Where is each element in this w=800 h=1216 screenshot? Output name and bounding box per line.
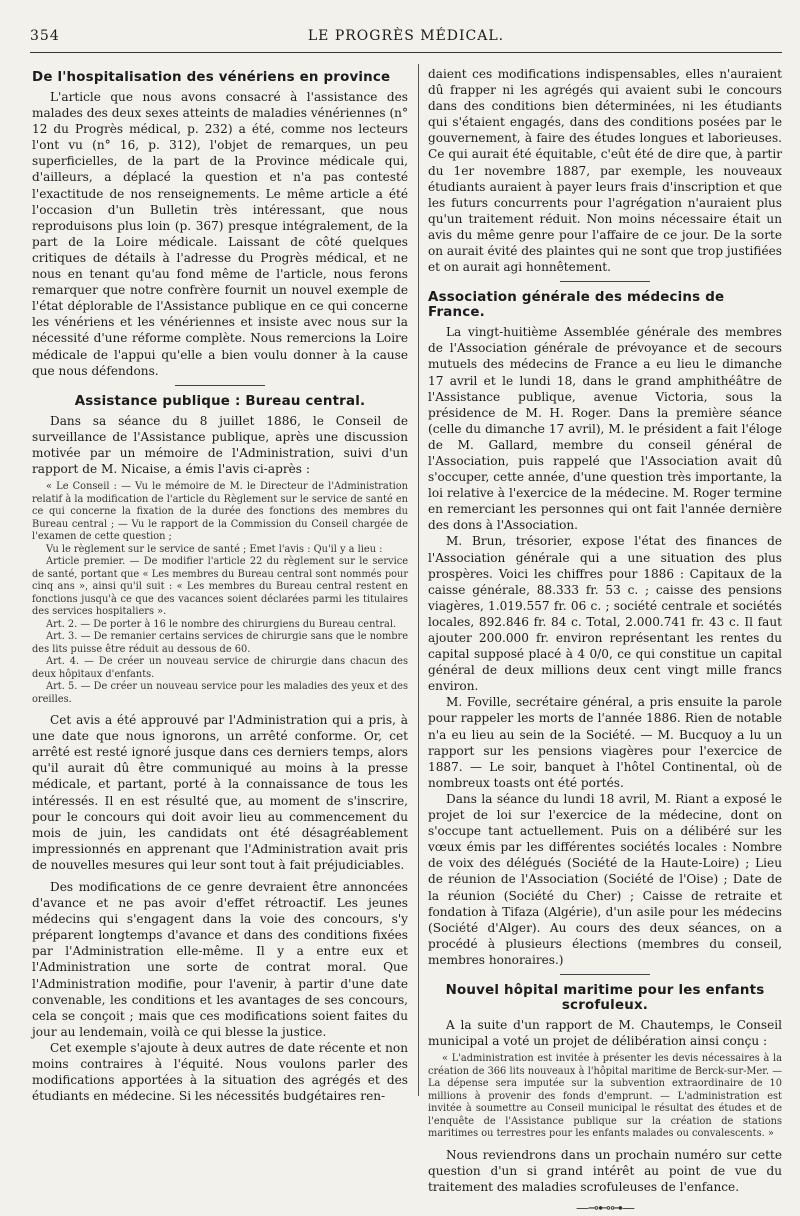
paragraph: L'article que nous avons consacré à l'assistance des malades des deux sexes atteints de maladies vénériennes (n° 12 du Progrès médical, p. 232) a été, comme nos lecteurs l'ont vu (n° 16, p. 312), l'objet de remarques, un peu superficielles, de la part de la Province médicale qui, d'ailleurs, a déplacé la question et n'a pas contesté l'exactitude de nos renseignements. Le même article a été l'occasion d'un Bulletin très intéressant, que nous reproduisons plus loin (p. 367) presque intégralement, de la part de la Loire médicale. Laissant de côté quelques critiques de détails à l'adresse du Progrès médical, et ne nous en tenant qu'au fond même de l'article, nous ferons remarquer que notre confrère fournit un nouvel exemple de l'état déplorable de l'Assistance publique en ce qui concerne les vénériens et les vénériennes et insiste avec nous sur la nécessité d'une réforme complète. Nous remercions la Loire médicale de l'appui qu'elle a bien voulu donner à la cause que nous défendons. — [32, 90, 408, 378]
quote-paragraph: Art. 2. — De porter à 16 le nombre des chirurgiens du Bureau central. — [46, 618, 397, 630]
article-title-association: Association générale des médecins de France. — [428, 290, 725, 321]
quote-paragraph: « L'administration est invitée à présenter les devis nécessaires à la création de 366 lits nouveaux à l'hôpital maritime de Berck-sur-Mer. — La dépense sera imputée sur la subvention extraordinaire de 10 millions à provenir des fonds d'emprunt. — L'administration est invitée à soumettre au Conseil municipal le résultat des études et de l'enquête de l'Assistance publique sur la création de stations maritimes ou terrestres pour les enfants malades ou convalescents. » — [428, 1053, 782, 1140]
paragraph: Nous reviendrons dans un prochain numéro sur cette question d'un si grand intérêt au point de vue du traitement des maladies scrofuleuses de l'enfance. — [428, 1147, 782, 1194]
section-rule — [175, 385, 265, 386]
paragraph: Dans sa séance du 8 juillet 1886, le Conseil de surveillance de l'Assistance publique, après une discussion motivée par un mémoire de l'Administration, suivi d'un rapport de M. Nicaise, a émis l'avis ci-après : — [32, 413, 408, 476]
paragraph: M. Brun, trésorier, expose l'état des finances de l'Association générale qui a une situation des plus prospères. Voici les chiffres pour 1886 : Capitaux de la caisse générale, 88.333 fr. 53 c. ; caisse des pensions viagères, 1.019.557 fr. 06 c. ; société centrale et sociétés locales, 892.846 fr. 84 c. Total, 2.000.741 fr. 43 c. Il faut ajouter 200.000 fr. environ représentant les rentes du capital supposé placé à 4 0/0, ce qui constitue un capital général de deux millions deux cent vingt mille francs environ. — [428, 534, 782, 694]
quoted-deliberation — [428, 1053, 782, 1141]
section-rule — [560, 974, 650, 975]
article-title-hospitalisation: De l'hospitalisation des vénériens en province — [32, 70, 391, 85]
quote-paragraph: Art. 5. — De créer un nouveau service pour les maladies des yeux et des oreilles. — [32, 681, 408, 705]
quote-paragraph: Art. 3. — De remanier certains services de chirurgie sans que le nombre des lits puisse être réduit au dessous de 60. — [32, 631, 408, 655]
article-title-bureau-central: Assistance publique : Bureau central. — [74, 393, 366, 409]
journal-title: LE PROGRÈS MÉDICAL. — [307, 28, 505, 44]
quoted-decision — [32, 481, 408, 706]
section-rule — [560, 281, 650, 282]
quote-paragraph: Art. 4. — De créer un nouveau service de chirurgie dans chacun des deux hôpitaux d'enfants. — [32, 656, 408, 680]
paragraph-continued: daient ces modifications indispensables, elles n'auraient dû frapper ni les agrégés qui avaient subi le concours dans des conditions bien déterminées, ni les étudiants qui s'étaient engagés, dans des conditions posées par le gouvernement, à faire des études longues et laborieuses. Ce qui aurait été équitable, c'eût été de dire que, à partir du 1er novembre 1887, par exemple, les nouveaux étudiants auraient à payer leurs frais d'inscription et que les futurs concurrents pour l'agrégation n'auraient plus qu'un traitement réduit. Non moins nécessaire était un avis du même genre pour l'affaire de ce jour. De la sorte on aurait évité des plaintes qui ne sont que trop justifiées et on aurait agi honnêtement. — [428, 67, 782, 275]
article-title-hopital-maritime: Nouvel hôpital maritime pour les enfants scrofuleux. — [445, 982, 765, 1013]
page-number: 354 — [30, 28, 60, 44]
quote-paragraph: « Le Conseil : — Vu le mémoire de M. le Directeur de l'Administration relatif à la modification de l'article du Règlement sur le service de santé en ce qui concerne la fixation de la durée des fonctions des membres du Bureau central ; — Vu le rapport de la Commission du Conseil chargée de l'examen de cette question ; — [32, 481, 408, 543]
paragraph: Cet avis a été approuvé par l'Administration qui a pris, à une date que nous ignorons, un arrêté conforme. Or, cet arrêté est resté ignoré jusque dans ces derniers temps, alors qu'il aurait dû être communiqué au moins à la presse médicale, et partant, porté à la connaissance de tous les intéressés. Il en est résulté que, au moment de s'inscrire, pour le concours qui doit avoir lieu au commencement du mois de juin, les candidats ont été désagréablement impressionnés en apprenant que l'Administration avait pris de nouvelles mesures qui leur sont tout à fait préjudiciables. — [32, 713, 408, 872]
left-column — [32, 66, 408, 1106]
quote-paragraph: Vu le règlement sur le service de santé ; Emet l'avis : Qu'il y a lieu : — [46, 543, 383, 555]
column-divider — [418, 64, 419, 1096]
running-head — [30, 28, 782, 50]
right-column — [428, 66, 782, 1216]
paragraph: A la suite d'un rapport de M. Chautemps, le Conseil municipal a voté un projet de délibération ainsi conçu : — [428, 1017, 782, 1049]
paragraph: Cet exemple s'ajoute à deux autres de date récente et non moins contraires à l'équité. Nous voulons parler des modifications apportées à la situation des agrégés et des étudiants en médecine. Si les nécessités budgétaires ren- — [32, 1040, 408, 1104]
paragraph: La vingt-huitième Assemblée générale des membres de l'Association générale de prévoyance et de secours mutuels des médecins de France a eu lieu le dimanche 17 avril et le lundi 18, dans le grand amphithéâtre de l'Assistance publique, avenue Victoria, sous la présidence de M. H. Roger. Dans la première séance (celle du dimanche 17 avril), M. le président a fait l'éloge de M. Gallard, membre du conseil général de l'Association, puis rappelé que l'Association avait dû s'occuper, cette année, d'une question très importante, la loi relative à l'exercice de la médecine. M. Roger termine en remerciant les personnes qui ont fait l'année dernière des dons à l'Association. — [428, 325, 782, 533]
paragraph: Des modifications de ce genre devraient être annoncées d'avance et ne pas avoir d'effet rétroactif. Les jeunes médecins qui s'engagent dans la voie des concours, s'y préparent longtemps d'avance et dans des conditions fixées par l'Administration elle-même. Il y a entre eux et l'Administration une sorte de contrat moral. Que l'Administration modifie, pour l'avenir, à partir d'une date convenable, les conditions et les avantages de ses concours, cela se conçoit ; mais que ces modifications soient faites du jour au lendemain, voilà ce qui blesse la justice. — [32, 880, 408, 1039]
quote-paragraph: Article premier. — De modifier l'article 22 du règlement sur le service de santé, portant que « Les membres du Bureau central sont nommés pour cinq ans », ainsi qu'il suit : « Les membres du Bureau central restent en fonctions jusqu'à ce que des vacances soient déclarées parmi les titulaires des services hospitaliers ». — [32, 556, 408, 618]
paragraph: Dans la séance du lundi 18 avril, M. Riant a exposé le projet de loi sur l'exercice de la médecine, dont on s'occupe tant actuellement. Puis on a délibéré sur les vœux émis par les différentes sociétés locales : Nombre de voix des délégués (Société de la Haute-Loire) ; Lieu de réunion de l'Association (Société de l'Oise) ; Date de la réunion (Société du Cher) ; Caisse de retraite et fondation à Tifaza (Algérie), d'un asile pour les médecins (Société d'Alger). Au cours des deux séances, on a procédé à plusieurs élections (membres du conseil, membres honoraires.) — [428, 791, 782, 967]
closing-ornament: —⊸⊷⊶— — [576, 1200, 634, 1216]
header-rule — [30, 52, 782, 53]
paragraph: M. Foville, secrétaire général, a pris ensuite la parole pour rappeler les morts de l'année 1886. Rien de notable n'a eu lieu au sein de la Société. — M. Bucquoy a lu un rapport sur les pensions viagères pour l'exercice de 1887. — Le soir, banquet à l'hôtel Continental, où de nombreux toasts ont été portés. — [428, 695, 782, 790]
